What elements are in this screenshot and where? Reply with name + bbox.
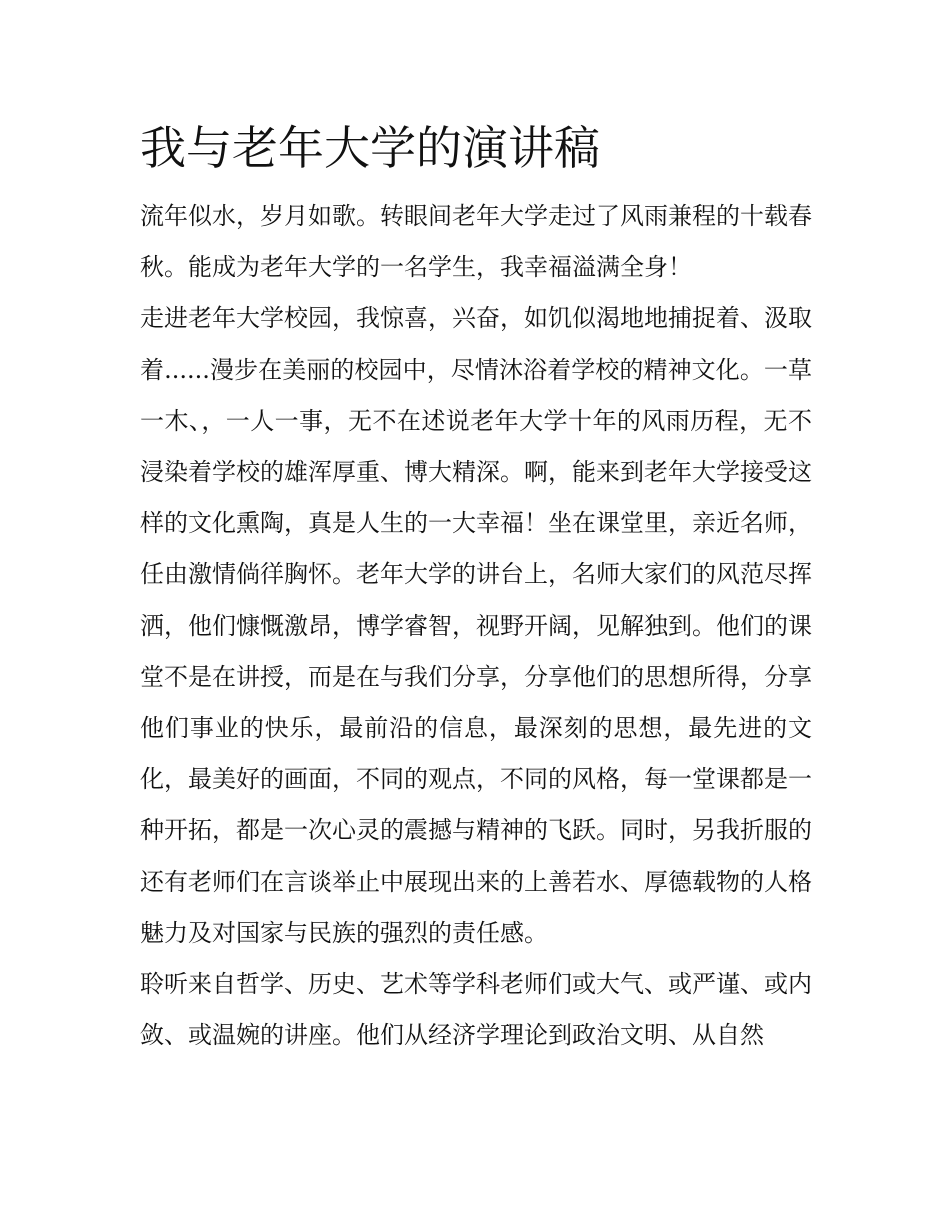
paragraph-2: 走进老年大学校园，我惊喜，兴奋，如饥似渴地地捕捉着、汲取着......漫步在美丽的校园中，尽情沐浴着学校的精神文化。一草一木、，一人一事，无不在述说老年大学十年的风雨历程，无不浸染着学校的雄浑厚重、博大精深。啊，能来到老年大学接受这样的文化熏陶，真是人生的一大幸福！坐在课堂里，亲近名师，任由激情倘徉胸怀。老年大学的讲台上，名师大家们的风范尽挥洒，他们慷慨激昂，博学睿智，视野开阔，见解独到。他们的课堂不是在讲授，而是在与我们分享，分享他们的思想所得，分享他们事业的快乐，最前沿的信息，最深刻的思想，最先进的文化，最美好的画面，不同的观点，不同的风格，每一堂课都是一种开拓，都是一次心灵的震撼与精神的飞跃。同时，另我折服的还有老师们在言谈举止中展现出来的上善若水、厚德载物的人格魅力及对国家与民族的强烈的责任感。: [140, 304, 812, 947]
paragraph-3: 聆听来自哲学、历史、艺术等学科老师们或大气、或严谨、或内敛、或温婉的讲座。他们从经济学理论到政治文明、从自然: [140, 970, 812, 1050]
document-page: [140, 118, 812, 1061]
document-title: 我与老年大学的演讲稿: [140, 121, 600, 175]
paragraph-1: 流年似水，岁月如歌。转眼间老年大学走过了风雨兼程的十载春秋。能成为老年大学的一名学生，我幸福溢满全身！: [140, 202, 812, 282]
